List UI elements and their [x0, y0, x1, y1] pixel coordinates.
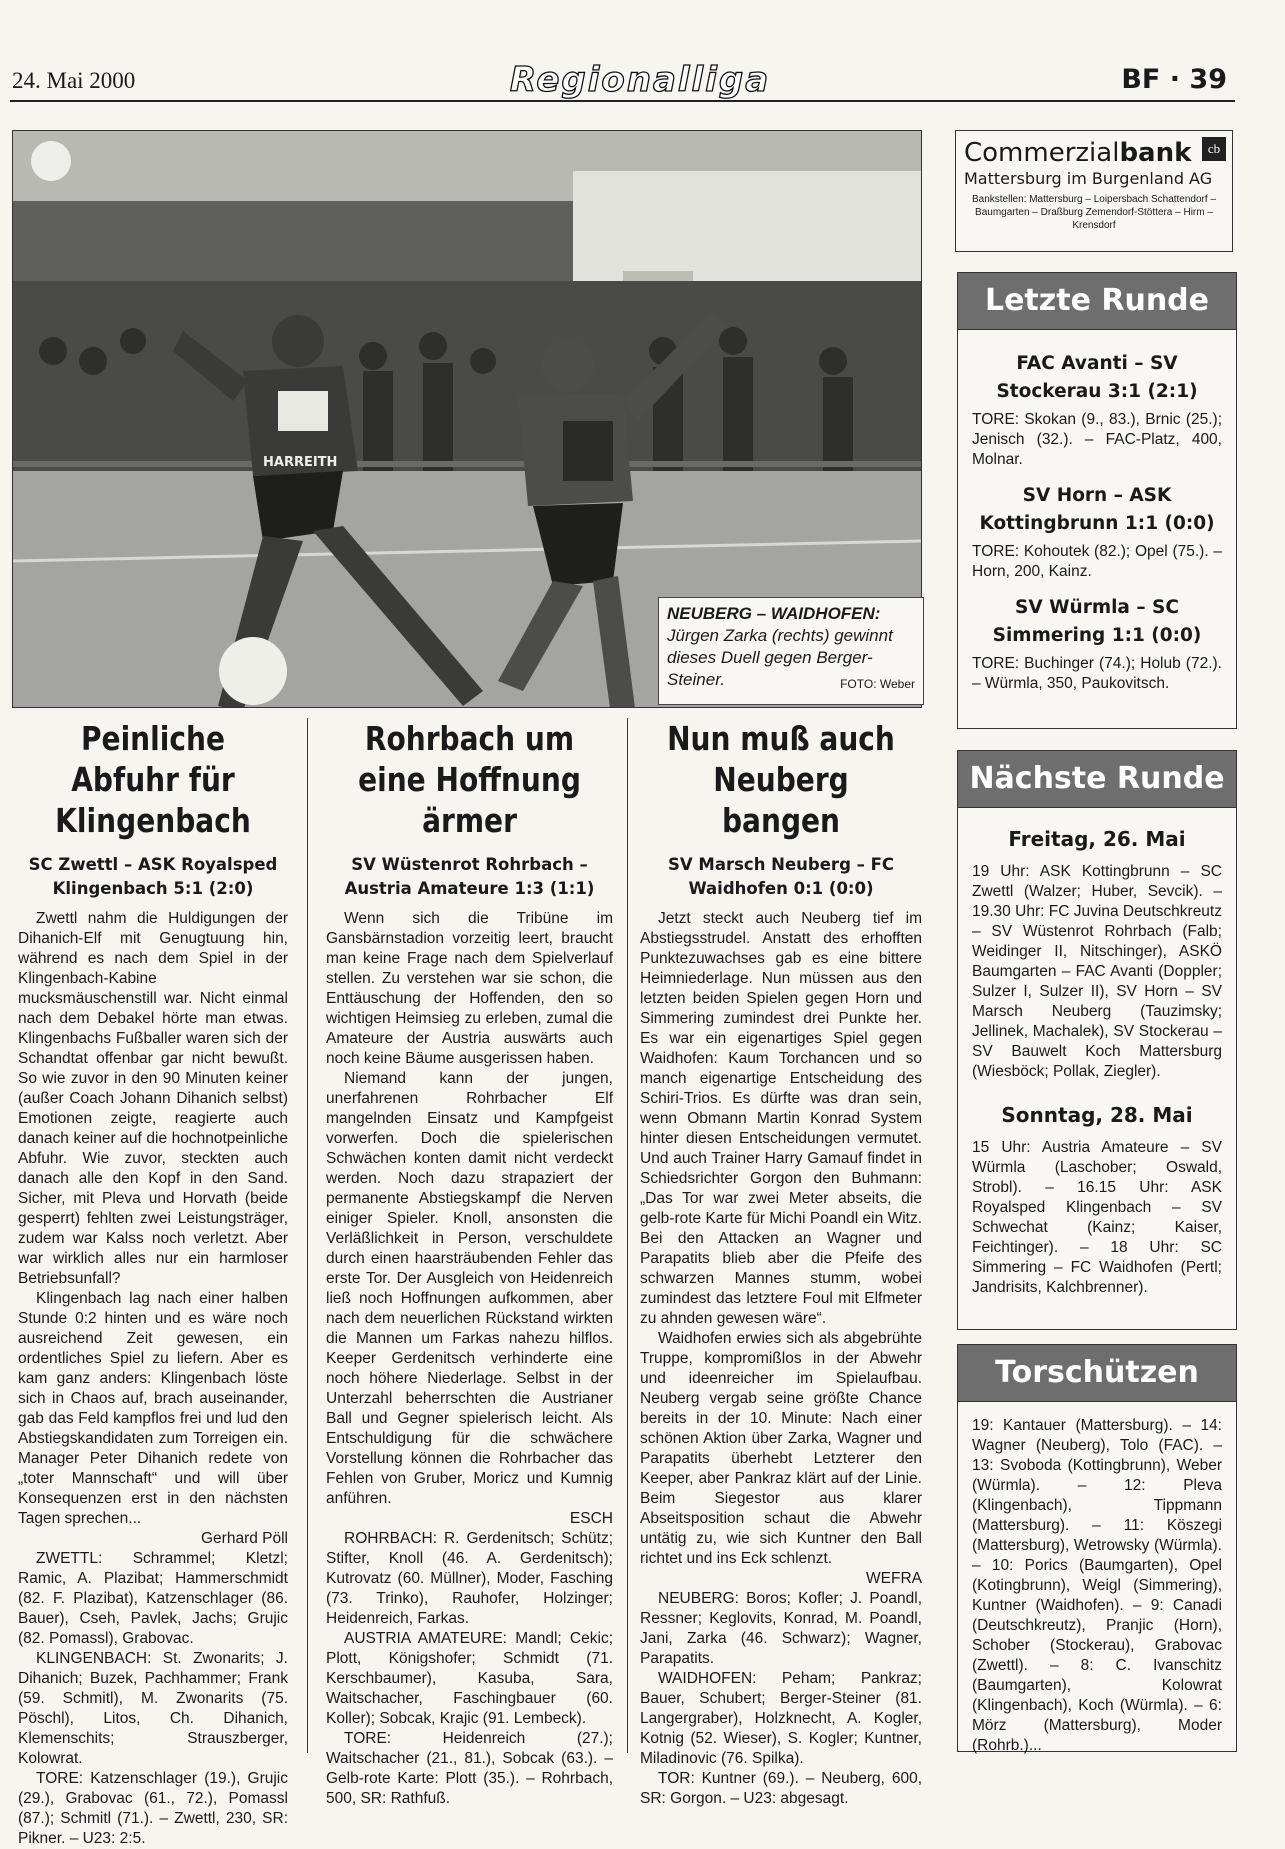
- page-header: [10, 62, 1235, 102]
- lineup: NEUBERG: Boros; Kofler; J. Poandl, Ressner; Keglovits, Konrad, M. Poandl, Jani, Zarka (46. Schwarz); Wagner, Parapatits.: [640, 1590, 922, 1667]
- bank-branches: Bankstellen: Mattersburg – Loipersbach Schattendorf – Baumgarten – Draßburg Zemendorf-Stöttera – Hirm – Krensdorf: [971, 194, 1217, 231]
- photo-credit: FOTO: Weber: [840, 677, 915, 691]
- article-paragraph: Wenn sich die Tribüne im Gansbärnstadion vorzeitig leert, braucht man keine Frage nach dem Spielverlauf stellen. Zu verstehen war sie schon, die Enttäuschung der Hoffenden, den so wichtigen Heimsieg zu erleben, zumal die Amateure der Austria auswärts auch noch keine Bäume ausgerissen haben.: [326, 910, 613, 1067]
- lineup: ZWETTL: Schrammel; Kletzl; Ramic, A. Plazibat; Hammerschmidt (82. F. Plazibat), Katzenschlager (86. Bauer), Cseh, Pavlek, Jachs; Grujic (82. Pomassl), Grabovac.: [18, 1550, 288, 1647]
- column-rule: [307, 718, 308, 1753]
- result-info: TORE: Skokan (9., 83.), Brnic (25.); Jenisch (32.). – FAC-Platz, 400, Molnar.: [972, 411, 1222, 468]
- match-result: SV Wüstenrot Rohrbach – Austria Amateure 1:3 (1:1): [344, 855, 595, 898]
- goals: TORE: Katzenschlager (19.), Grujic (29.), Grabovac (61., 72.), Pomassl (87.); Schmitl (71.). – Zwettl, 230, SR: Pikner. – U23: 2:5.: [18, 1770, 288, 1847]
- top-scorers-box: [957, 1344, 1237, 1752]
- box-title: Nächste Runde: [958, 751, 1236, 808]
- next-round-schedule: [958, 808, 1236, 1308]
- article-paragraph: Jetzt steckt auch Neuberg tief im Abstiegsstrudel. Anstatt des erhofften Punktezuwachses gab es eine bittere Heimniederlage. Nun müssen aus den letzten beiden Spielen gegen Horn und Simmering zumindest drei Punkte her. Es war ein eigenartiges Spiel gegen Waidhofen: Kaum Torchancen und so manch eigenartige Entscheidung des Schiri-Trios. Es dürfte was dran sein, wenn Obmann Martin Konrad System hinter diesen Entscheidungen vermutet. Und auch Trainer Harry Gamauf findet in Schiedsrichter Gorgon den Buhmann: „Das Tor war zwei Meter abseits, die gelb-rote Karte für Michi Poandl ein Witz. Bei den Attacken an Wagner und Parapatits blieb aber die Pfeife des schwarzen Mannes stumm, wobei zumindest das letztere Foul mit Elfmeter zu ahnden gewesen wäre“.: [640, 910, 922, 1327]
- last-round-results: [958, 330, 1236, 716]
- article-neuberg: [640, 718, 922, 1809]
- bank-advertisement: [955, 130, 1233, 252]
- schedule-day: Freitag, 26. Mai: [1008, 827, 1186, 851]
- top-scorers-text: 19: Kantauer (Mattersburg). – 14: Wagner (Neuberg), Tolo (FAC). – 13: Svoboda (Kottingbrunn), Weber (Würmla). – 12: Pleva (Klingenbach), Tippmann (Mattersburg). – 11: Köszegi (Mattersburg), Wetrowsky (Würmla). – 10: Porics (Baumgarten), Opel (Kotingbrunn), Weigl (Simmering), Kuntner (Waidhofen). – 9: Canadi (Deutschkreutz), Pranjic (Horn), Schober (Stockerau), Grabovac (Zwettl). – 8: C. Ivanschitz (Baumgarten), Kolowrat (Klingenbach), Koch (Würmla). – 6: Mörz (Mattersburg), Moder (Rohrb.)...: [972, 1417, 1222, 1754]
- lineup: ROHRBACH: R. Gerdenitsch; Schütz; Stifter, Knoll (46. A. Gerdenitsch); Kutrovatz (60. Müllner), Moder, Fasching (73. Trinko), Rauhofer, Holzinger; Heidenreich, Farkas.: [326, 1530, 613, 1627]
- schedule-day: Sonntag, 28. Mai: [1001, 1103, 1193, 1127]
- column-rule: [627, 718, 628, 1753]
- article-paragraph: Klingenbach lag nach einer halben Stunde 0:2 hinten und es wäre noch ausreichend Zeit gewesen, ein ordentliches Spiel zu liefern. Aber es kam ganz anders: Klingenbach löste sich in Chaos auf, brach auseinander, gab das Feld kampflos frei und lud den Abstiegskandidaten zum Torreigen ein. Manager Peter Dihanich redete von „toter Mannschaft“ und will über Konsequenzen erst in den nächsten Tagen sprechen...: [18, 1290, 288, 1527]
- author: ESCH: [569, 1510, 613, 1527]
- article-paragraph: Niemand kann der jungen, unerfahrenen Rohrbacher Elf mangelnden Einsatz und Kampfgeist vorwerfen. Doch die spielerischen Schwächen konten damit nicht verdeckt werden. Noch dazu strapaziert der permanente Abstiegskampf die Nerven einiger Spieler. Knoll, ansonsten die Verläßlichkeit in Person, verschuldete durch einen haarsträubenden Fehler das erste Tor. Der Ausgleich von Heidenreich ließ noch Hoffnungen aufkommen, aber nach dem neuerlichen Rückstand wirkten die Mannen um Farkas nahezu hilflos. Keeper Gerdenitsch verhinderte eine noch höhere Niederlage. Selbst in der Unterzahl beherrschten die Austrianer Ball und Gegner spielerisch leicht. Als Entschuldigung für die schwächere Vorstellung können die Rohrbacher das Fehlen von Gruber, Moricz und Kumnig anführen.: [326, 1070, 613, 1507]
- goals: TORE: Heidenreich (27.); Waitschacher (21., 81.), Sobcak (63.). – Gelb-rote Karte: Plott (35.). – Rohrbach, 500, SR: Rathfuß.: [326, 1730, 613, 1807]
- lineup: WAIDHOFEN: Peham; Pankraz; Bauer, Schubert; Berger-Steiner (81. Langergraber), Holzknecht, A. Kogler, Kotnig (52. Wieser), S. Kogler; Kuntner, Miladinovic (76. Spilka).: [640, 1670, 922, 1767]
- result-info: TORE: Kohoutek (82.); Opel (75.). – Horn, 200, Kainz.: [972, 543, 1222, 580]
- schedule-text: 15 Uhr: Austria Amateure – SV Würmla (Laschober; Oswald, Strobl). – 16.15 Uhr: ASK Royalsped Klingenbach – SV Schwechat (Kainz; Kaiser, Feichtinger). – 18 Uhr: SC Simmering – FC Waidhofen (Pertl; Jandrisits, Kalchbrenner).: [972, 1139, 1222, 1296]
- page-number: BF · 39: [1121, 64, 1227, 95]
- goals: TOR: Kuntner (69.). – Neuberg, 600, SR: Gorgon. – U23: abgesagt.: [640, 1770, 922, 1807]
- bank-name: [964, 137, 1224, 169]
- article-klingenbach: [18, 718, 288, 1849]
- jersey-lettering: HARREITH: [263, 455, 338, 470]
- match-result: SC Zwettl – ASK Royalsped Klingenbach 5:1 (2:0): [28, 855, 278, 898]
- headline: Rohrbach um eine Hoffnung ärmer: [358, 719, 581, 840]
- header-rule: [10, 100, 1235, 102]
- result-teams: SV Horn – ASK Kottingbrunn 1:1 (0:0): [979, 485, 1215, 534]
- lineup: AUSTRIA AMATEURE: Mandl; Cekic; Plott, Königshofer; Schmidt (71. Kerschbaumer), Kasuba, Sara, Waitschacher, Faschingbauer (60. Koller); Sobcak, Krajic (91. Lembeck).: [326, 1630, 613, 1727]
- section-title: Regionalliga: [509, 60, 771, 100]
- bank-name-light: Commerzial: [964, 138, 1120, 168]
- author: WEFRA: [866, 1570, 922, 1587]
- headline: Peinliche Abfuhr für Klingenbach: [55, 719, 251, 840]
- bank-city: Mattersburg im Burgenland AG: [964, 169, 1213, 188]
- result-info: TORE: Buchinger (74.); Holub (72.). – Würmla, 350, Paukovitsch.: [972, 655, 1222, 692]
- next-round-box: [957, 750, 1237, 1330]
- author: Gerhard Pöll: [200, 1530, 288, 1547]
- headline: Nun muß auch Neuberg bangen: [667, 719, 895, 840]
- bank-name-bold: bank: [1119, 138, 1192, 168]
- box-title: Letzte Runde: [958, 273, 1236, 330]
- photo-caption: [658, 597, 924, 705]
- box-title: Torschützen: [958, 1345, 1236, 1402]
- issue-date: 24. Mai 2000: [12, 68, 136, 93]
- last-round-box: [957, 272, 1237, 729]
- lineup: KLINGENBACH: St. Zwonarits; J. Dihanich; Buzek, Pachhammer; Frank (59. Schmitl), M. Zwonarits (75. Pöschl), Litos, Ch. Dihanich, Klemenschits; Strauszberger, Kolowrat.: [18, 1650, 288, 1767]
- match-result: SV Marsch Neuberg – FC Waidhofen 0:1 (0:0): [668, 855, 894, 898]
- article-paragraph: Waidhofen erwies sich als abgebrühte Truppe, kompromißlos in der Abwehr und ideenreicher im Spielaufbau. Neuberg vergab seine größte Chance bereits in der 10. Minute: Nach einer schönen Aktion über Zarka, Wagner und Parapatits überhebt Letzterer den Keeper, aber Pankraz klärt auf der Linie. Beim Siegestor aus klarer Abseitsposition schaut die Abwehr untätig zu, wie sich Kuntner den Ball richtet und ins Eck schlenzt.: [640, 1330, 922, 1567]
- result-teams: SV Würmla – SC Simmering 1:1 (0:0): [992, 597, 1202, 646]
- caption-text: Jürgen Zarka (rechts) gewinnt dieses Duell gegen Berger-Steiner.: [667, 626, 893, 689]
- article-paragraph: Zwettl nahm die Huldigungen der Dihanich-Elf mit Genugtuung hin, während es nach dem Spiel in der Klingenbach-Kabine mucksmäuschenstill war. Nicht einmal nach dem Debakel hörte man etwas. Klingenbachs Fußballer waren sich der Schandtat offenbar gar nicht bewußt. So wie zuvor in den 90 Minuten keiner (außer Coach Johann Dihanich selbst) Emotionen zeigte, reagierte auch danach keiner auf die hochnotpeinliche Abfuhr. Wie zuvor, steckten auch danach alle den Kopf in den Sand. Sicher, mit Pleva und Horvath (beide gesperrt) fehlten zwei Leistungsträger, zudem war Kalss noch verletzt. Aber war wirklich alles nur ein harmloser Betriebsunfall?: [18, 910, 288, 1287]
- result-teams: FAC Avanti – SV Stockerau 3:1 (2:1): [996, 353, 1198, 402]
- schedule-text: 19 Uhr: ASK Kottingbrunn – SC Zwettl (Walzer; Huber, Sevcik). – 19.30 Uhr: FC Juvina Deutschkreutz – SV Wüstenrot Rohrbach (Falb; Weidinger II, Nitschinger), ASKÖ Baumgarten – FAC Avanti (Doppler; Sulzer I, Sulzer II), SV Horn – SV Marsch Neuberg (Tauzimsky; Jellinek, Machalek), SV Stockerau – SV Bauwelt Koch Mattersburg (Wiesböck; Pollak, Ziegler).: [972, 863, 1222, 1080]
- article-rohrbach: [326, 718, 613, 1809]
- caption-title: NEUBERG – WAIDHOFEN:: [667, 604, 881, 623]
- bank-logo-icon: cb: [1202, 137, 1226, 161]
